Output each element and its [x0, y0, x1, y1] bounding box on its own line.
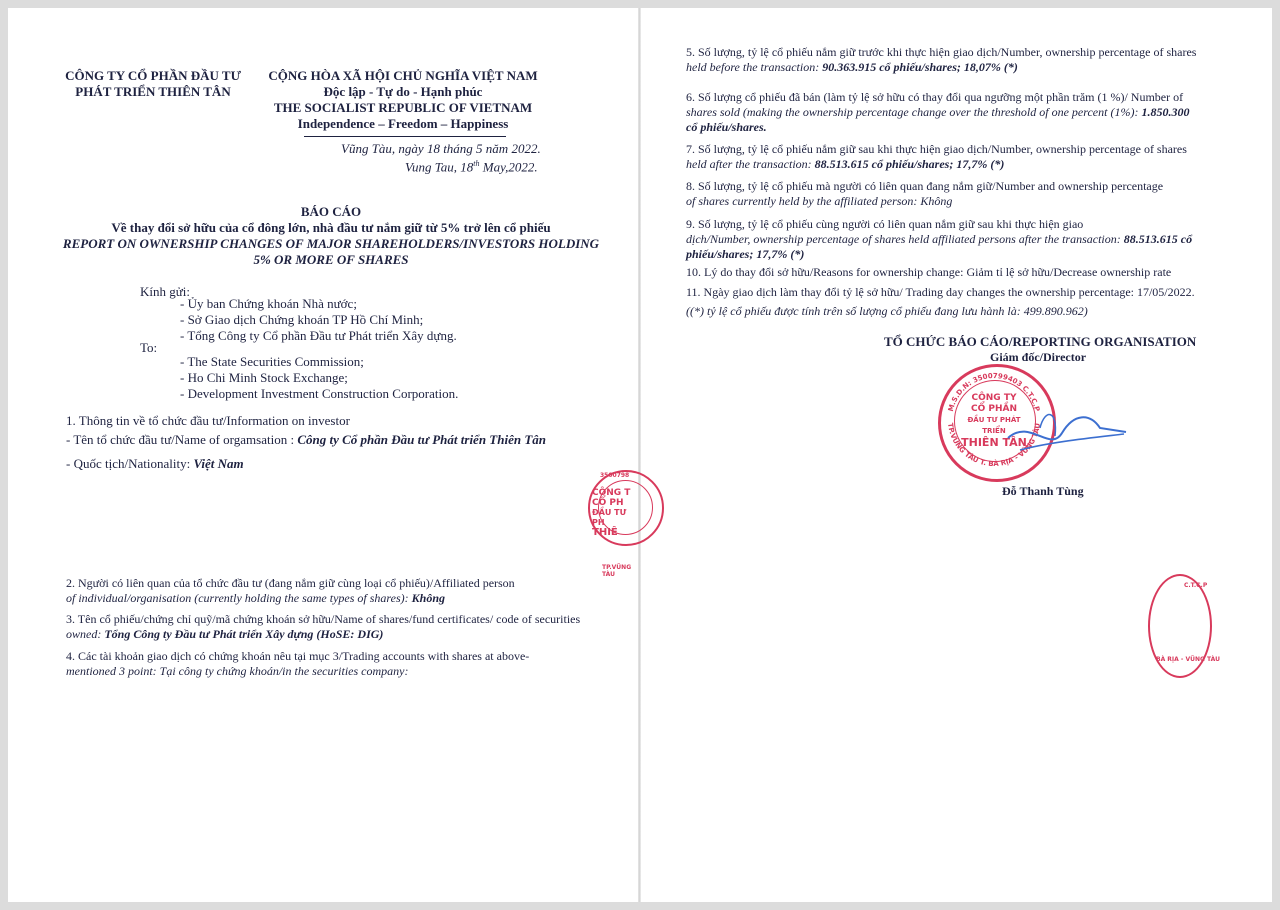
seal-center-1: CÔNG TY — [971, 393, 1017, 403]
item-6-line2: shares sold (making the ownership percentage change over the threshold of one percent (1%): — [686, 105, 1142, 119]
seal-center-4: THIÊN TÂN — [961, 436, 1027, 449]
item-5 — [686, 45, 1196, 75]
item-5-value: 90.363.915 cổ phiếu/shares; 18,07% (*) — [822, 60, 1018, 74]
recipient-vi-2: - Sở Giao dịch Chứng khoán TP Hồ Chí Minh; — [180, 312, 424, 327]
page-left — [8, 8, 640, 902]
item-2-line1: 2. Người có liên quan của tổ chức đầu tư (đang nắm giữ cùng loại cổ phiếu)/Affiliated person — [66, 576, 515, 590]
item-9-line2: dịch/Number, ownership percentage of shares held affiliated persons after the transaction: — [686, 232, 1124, 246]
item-3-line1: 3. Tên cổ phiếu/chứng chỉ quỹ/mã chứng khoán sở hữu/Name of shares/fund certificates/ code of securities — [66, 612, 581, 626]
item-4 — [66, 649, 529, 679]
item-11: 11. Ngày giao dịch làm thay đổi tỷ lệ sở hữu/ Trading day changes the ownership percentage: 17/05/2022. — [686, 285, 1195, 299]
item-1 — [66, 413, 350, 429]
item-4-line2: mentioned 3 point: Tại công ty chứng khoán/in the securities company: — [66, 664, 409, 678]
item-1-nat-value: Việt Nam — [193, 456, 244, 471]
partial-stamp-line3: ĐẦU TƯ PH — [592, 508, 627, 527]
signer-name: Đỗ Thanh Tùng — [1002, 484, 1084, 498]
document-scan — [8, 8, 1272, 902]
date-en-sup: th — [473, 159, 480, 168]
date-en — [405, 156, 538, 175]
nation-line1: CỘNG HÒA XÃ HỘI CHỦ NGHĨA VIỆT NAM — [268, 68, 538, 83]
item-9 — [686, 217, 1192, 262]
partial-stamp-bottom: TP.VŨNG TÀU — [602, 564, 632, 578]
director-signature — [1000, 398, 1130, 468]
recipient-en-1: - The State Securities Commission; — [180, 354, 364, 369]
report-subtitle-en2: 5% OR MORE OF SHARES — [253, 252, 409, 267]
item-10: 10. Lý do thay đổi sở hữu/Reasons for ownership change: Giảm tỉ lệ sở hữu/Decrease ownership rate — [686, 265, 1172, 279]
item-7-value: 88.513.615 cổ phiếu/shares; 17,7% (*) — [814, 157, 1005, 171]
recipient-en-3: - Development Investment Construction Corporation. — [180, 386, 459, 401]
item-9-value-a: 88.513.615 cổ — [1123, 232, 1193, 246]
item-1-name — [66, 432, 546, 448]
small-seal-top: C.T.C.P — [1184, 582, 1208, 589]
seal-center-3: ĐẦU TƯ PHÁT TRIỂN — [967, 416, 1021, 435]
date-vi: Vũng Tàu, ngày 18 tháng 5 năm 2022. — [341, 141, 541, 156]
small-seal-bottom: BÀ RỊA - VŨNG TÀU — [1156, 656, 1220, 663]
report-subtitle-en1: REPORT ON OWNERSHIP CHANGES OF MAJOR SHAREHOLDERS/INVESTORS HOLDING — [62, 236, 600, 251]
page-right — [640, 8, 1272, 902]
item-1-nationality — [66, 456, 244, 472]
to-label: To: — [140, 340, 158, 355]
partial-stamp-line2: CỔ PH — [592, 498, 624, 508]
nation-header — [248, 68, 558, 132]
partial-stamp-text — [592, 488, 640, 538]
item-8 — [686, 179, 1163, 209]
item-3-line2: owned: — [66, 627, 105, 641]
item-6-line1: 6. Số lượng cổ phiếu đã bán (làm tỷ lệ sở hữu có thay đổi qua ngưỡng một phần trăm (1 %)/ Number of — [686, 90, 1184, 104]
date-en-suffix: May,2022. — [479, 159, 538, 175]
org-label: TỔ CHỨC BÁO CÁO/REPORTING ORGANISATION — [884, 334, 1197, 349]
item-1-text: 1. Thông tin về tổ chức đầu tư/Information on investor — [66, 413, 350, 428]
footnote: ((*) tỷ lệ cổ phiếu được tính trên số lượng cổ phiếu đang lưu hành là: 499.890.962) — [686, 304, 1088, 318]
item-6-value-a: 1.850.300 — [1141, 105, 1190, 119]
report-heading — [48, 204, 614, 268]
recipients-vi — [180, 296, 457, 344]
company-line1: CÔNG TY CỔ PHẦN ĐẦU TƯ — [65, 68, 241, 83]
item-4-line1: 4. Các tài khoản giao dịch có chứng khoán nêu tại mục 3/Trading accounts with shares at above- — [66, 649, 530, 663]
director-label: Giám đốc/Director — [990, 350, 1087, 364]
item-1-nat-label: - Quốc tịch/Nationality: — [66, 456, 194, 471]
seal-ring-top: M.S.D.N: 3500799403 C.T.C.P — [946, 371, 1042, 413]
item-7-line2: held after the transaction: — [686, 157, 815, 171]
item-5-line1: 5. Số lượng, tỷ lệ cổ phiếu nắm giữ trước khi thực hiện giao dịch/Number, ownership percentage of shares — [686, 45, 1197, 59]
item-6-value-b: cổ phiếu/shares. — [686, 120, 767, 134]
seal-center-2: CỔ PHẦN — [970, 404, 1017, 414]
item-1-name-value: Công ty Cổ phần Đầu tư Phát triển Thiên Tân — [297, 432, 547, 447]
item-9-value-b: phiếu/shares; 17,7% (*) — [686, 247, 805, 261]
nation-line2: Độc lập - Tự do - Hạnh phúc — [323, 84, 483, 99]
kinh-gui-label: Kính gửi: — [140, 284, 191, 299]
recipient-en-2: - Ho Chi Minh Stock Exchange; — [180, 370, 348, 385]
item-7 — [686, 142, 1187, 172]
item-9-line1: 9. Số lượng, tỷ lệ cổ phiếu cùng người có liên quan nắm giữ sau khi thực hiện giao — [686, 217, 1084, 231]
item-6 — [686, 90, 1189, 135]
item-2 — [66, 576, 515, 606]
recipient-vi-1: - Ủy ban Chứng khoán Nhà nước; — [180, 296, 357, 311]
item-2-value: Không — [411, 591, 445, 605]
item-8-line1: 8. Số lượng, tỷ lệ cổ phiếu mà người có liên quan đang nắm giữ/Number and ownership percentage — [686, 179, 1164, 193]
nation-line3: THE SOCIALIST REPUBLIC OF VIETNAM — [273, 100, 533, 115]
item-8-line2: of shares currently held by the affiliated person: Không — [686, 194, 953, 208]
item-3 — [66, 612, 580, 642]
nation-line4: Independence – Freedom – Happiness — [297, 116, 509, 131]
company-line2: PHÁT TRIỂN THIÊN TÂN — [75, 84, 231, 99]
partial-stamp-line1: CÔNG T — [592, 488, 631, 498]
seal-ring-bottom: TP.VŨNG TÀU T. BÀ RỊA - VŨNG TÀU — [946, 422, 1042, 469]
partial-stamp-line4: THIÊ — [592, 527, 618, 538]
recipient-vi-3: - Tổng Công ty Cổ phần Đầu tư Phát triển Xây dựng. — [180, 328, 457, 343]
date-en-prefix: Vung Tau, 18 — [405, 159, 474, 175]
report-title: BÁO CÁO — [300, 204, 362, 219]
item-5-line2: held before the transaction: — [686, 60, 823, 74]
partial-stamp-ring: 3500798 — [600, 472, 630, 479]
item-7-line1: 7. Số lượng, tỷ lệ cổ phiếu nắm giữ sau khi thực hiện giao dịch/Number, ownership percentage of shares — [686, 142, 1187, 156]
item-1-name-label: - Tên tổ chức đầu tư/Name of orgamsation : — [66, 432, 298, 447]
header-divider — [304, 136, 506, 137]
recipients-en — [180, 354, 458, 402]
item-3-value: Tổng Công ty Đầu tư Phát triển Xây dựng (HoSE: DIG) — [104, 627, 384, 641]
report-subtitle-vi: Về thay đổi sở hữu của cổ đông lớn, nhà đầu tư nắm giữ từ 5% trở lên cổ phiếu — [111, 220, 551, 235]
item-2-line2: of individual/organisation (currently holding the same types of shares): — [66, 591, 412, 605]
company-header — [48, 68, 258, 100]
